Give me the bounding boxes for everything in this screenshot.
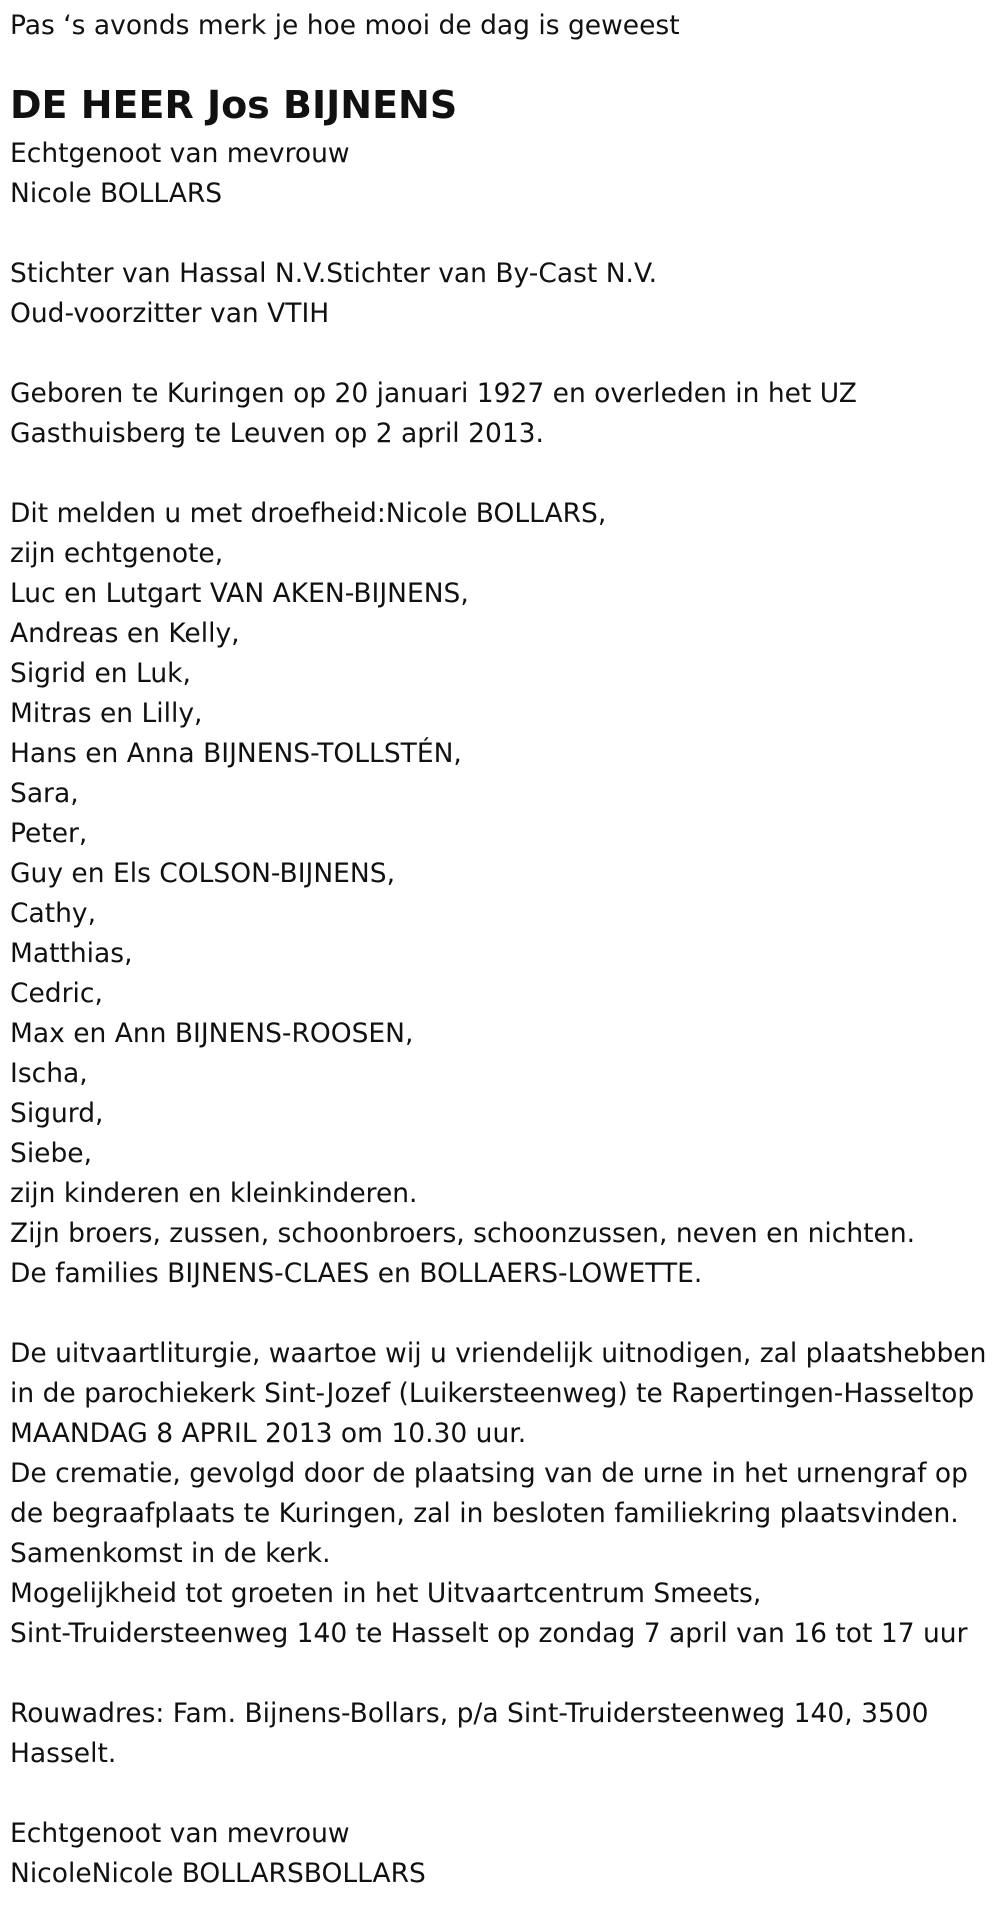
spacer xyxy=(10,214,990,254)
mourner-line: Siebe, xyxy=(10,1138,93,1169)
mourner-line: Cathy, xyxy=(10,898,97,929)
address-line: Hasselt. xyxy=(10,1738,117,1769)
funeral-line: de begraafplaats te Kuringen, zal in besloten familiekring plaatsvinden. xyxy=(10,1498,959,1529)
spouse-intro-line: Echtgenoot van mevrouw xyxy=(10,138,350,169)
funeral-line: Mogelijkheid tot groeten in het Uitvaartcentrum Smeets, xyxy=(10,1578,762,1609)
funeral-line: MAANDAG 8 APRIL 2013 om 10.30 uur. xyxy=(10,1418,527,1449)
mourner-line: De families BIJNENS-CLAES en BOLLAERS-LOWETTE. xyxy=(10,1258,703,1289)
funeral-line: De uitvaartliturgie, waartoe wij u vriendelijk uitnodigen, zal plaatshebben xyxy=(10,1338,987,1369)
closing-section xyxy=(10,1814,990,1894)
mourner-line: Cedric, xyxy=(10,978,103,1009)
deceased-name-heading: DE HEER Jos BIJNENS xyxy=(10,83,458,127)
closing-line: NicoleNicole BOLLARSBOLLARS xyxy=(10,1858,426,1889)
mourner-line: Ischa, xyxy=(10,1058,88,1089)
mourner-line: Dit melden u met droefheid:Nicole BOLLARS, xyxy=(10,498,607,529)
birth-death-line: Geboren te Kuringen op 20 januari 1927 en overleden in het UZ xyxy=(10,378,857,409)
mourner-line: zijn echtgenote, xyxy=(10,538,224,569)
role-line: Oud-voorzitter van VTIH xyxy=(10,298,330,329)
mourner-line: Luc en Lutgart VAN AKEN-BIJNENS, xyxy=(10,578,469,609)
funeral-line: Sint-Truidersteenweg 140 te Hasselt op zondag 7 april van 16 tot 17 uur xyxy=(10,1618,968,1649)
closing-line: Echtgenoot van mevrouw xyxy=(10,1818,350,1849)
spacer xyxy=(10,1654,990,1694)
funeral-line: De crematie, gevolgd door de plaatsing van de urne in het urnengraf op xyxy=(10,1458,968,1489)
spacer xyxy=(10,1294,990,1334)
mourner-line: Zijn broers, zussen, schoonbroers, schoonzussen, neven en nichten. xyxy=(10,1218,916,1249)
obituary-page xyxy=(0,6,1000,1894)
funeral-details-section xyxy=(10,1334,990,1654)
mourner-line: Mitras en Lilly, xyxy=(10,698,203,729)
mourner-line: zijn kinderen en kleinkinderen. xyxy=(10,1178,418,1209)
address-line: Rouwadres: Fam. Bijnens-Bollars, p/a Sint-Truidersteenweg 140, 3500 xyxy=(10,1698,929,1729)
mourner-line: Hans en Anna BIJNENS-TOLLSTÉN, xyxy=(10,738,462,769)
spacer xyxy=(10,454,990,494)
motto-text: Pas ‘s avonds merk je hoe mooi de dag is geweest xyxy=(10,10,680,41)
roles-section xyxy=(10,254,990,334)
role-line: Stichter van Hassal N.V.Stichter van By-Cast N.V. xyxy=(10,258,658,289)
address-section xyxy=(10,1694,990,1774)
mourner-line: Max en Ann BIJNENS-ROOSEN, xyxy=(10,1018,414,1049)
spouse-intro-section xyxy=(10,134,990,214)
mourner-line: Sara, xyxy=(10,778,79,809)
birth-death-line: Gasthuisberg te Leuven op 2 april 2013. xyxy=(10,418,544,449)
mourner-line: Sigurd, xyxy=(10,1098,104,1129)
mourner-line: Peter, xyxy=(10,818,88,849)
funeral-line: in de parochiekerk Sint-Jozef (Luikersteenweg) te Rapertingen-Hasseltop xyxy=(10,1378,975,1409)
mourner-line: Sigrid en Luk, xyxy=(10,658,191,689)
spouse-name-line: Nicole BOLLARS xyxy=(10,178,223,209)
mourner-line: Andreas en Kelly, xyxy=(10,618,240,649)
birth-death-section xyxy=(10,374,990,454)
spacer xyxy=(10,334,990,374)
mourner-line: Matthias, xyxy=(10,938,133,969)
mourners-section xyxy=(10,494,990,1294)
funeral-line: Samenkomst in de kerk. xyxy=(10,1538,331,1569)
mourner-line: Guy en Els COLSON-BIJNENS, xyxy=(10,858,395,889)
spacer xyxy=(10,1774,990,1814)
